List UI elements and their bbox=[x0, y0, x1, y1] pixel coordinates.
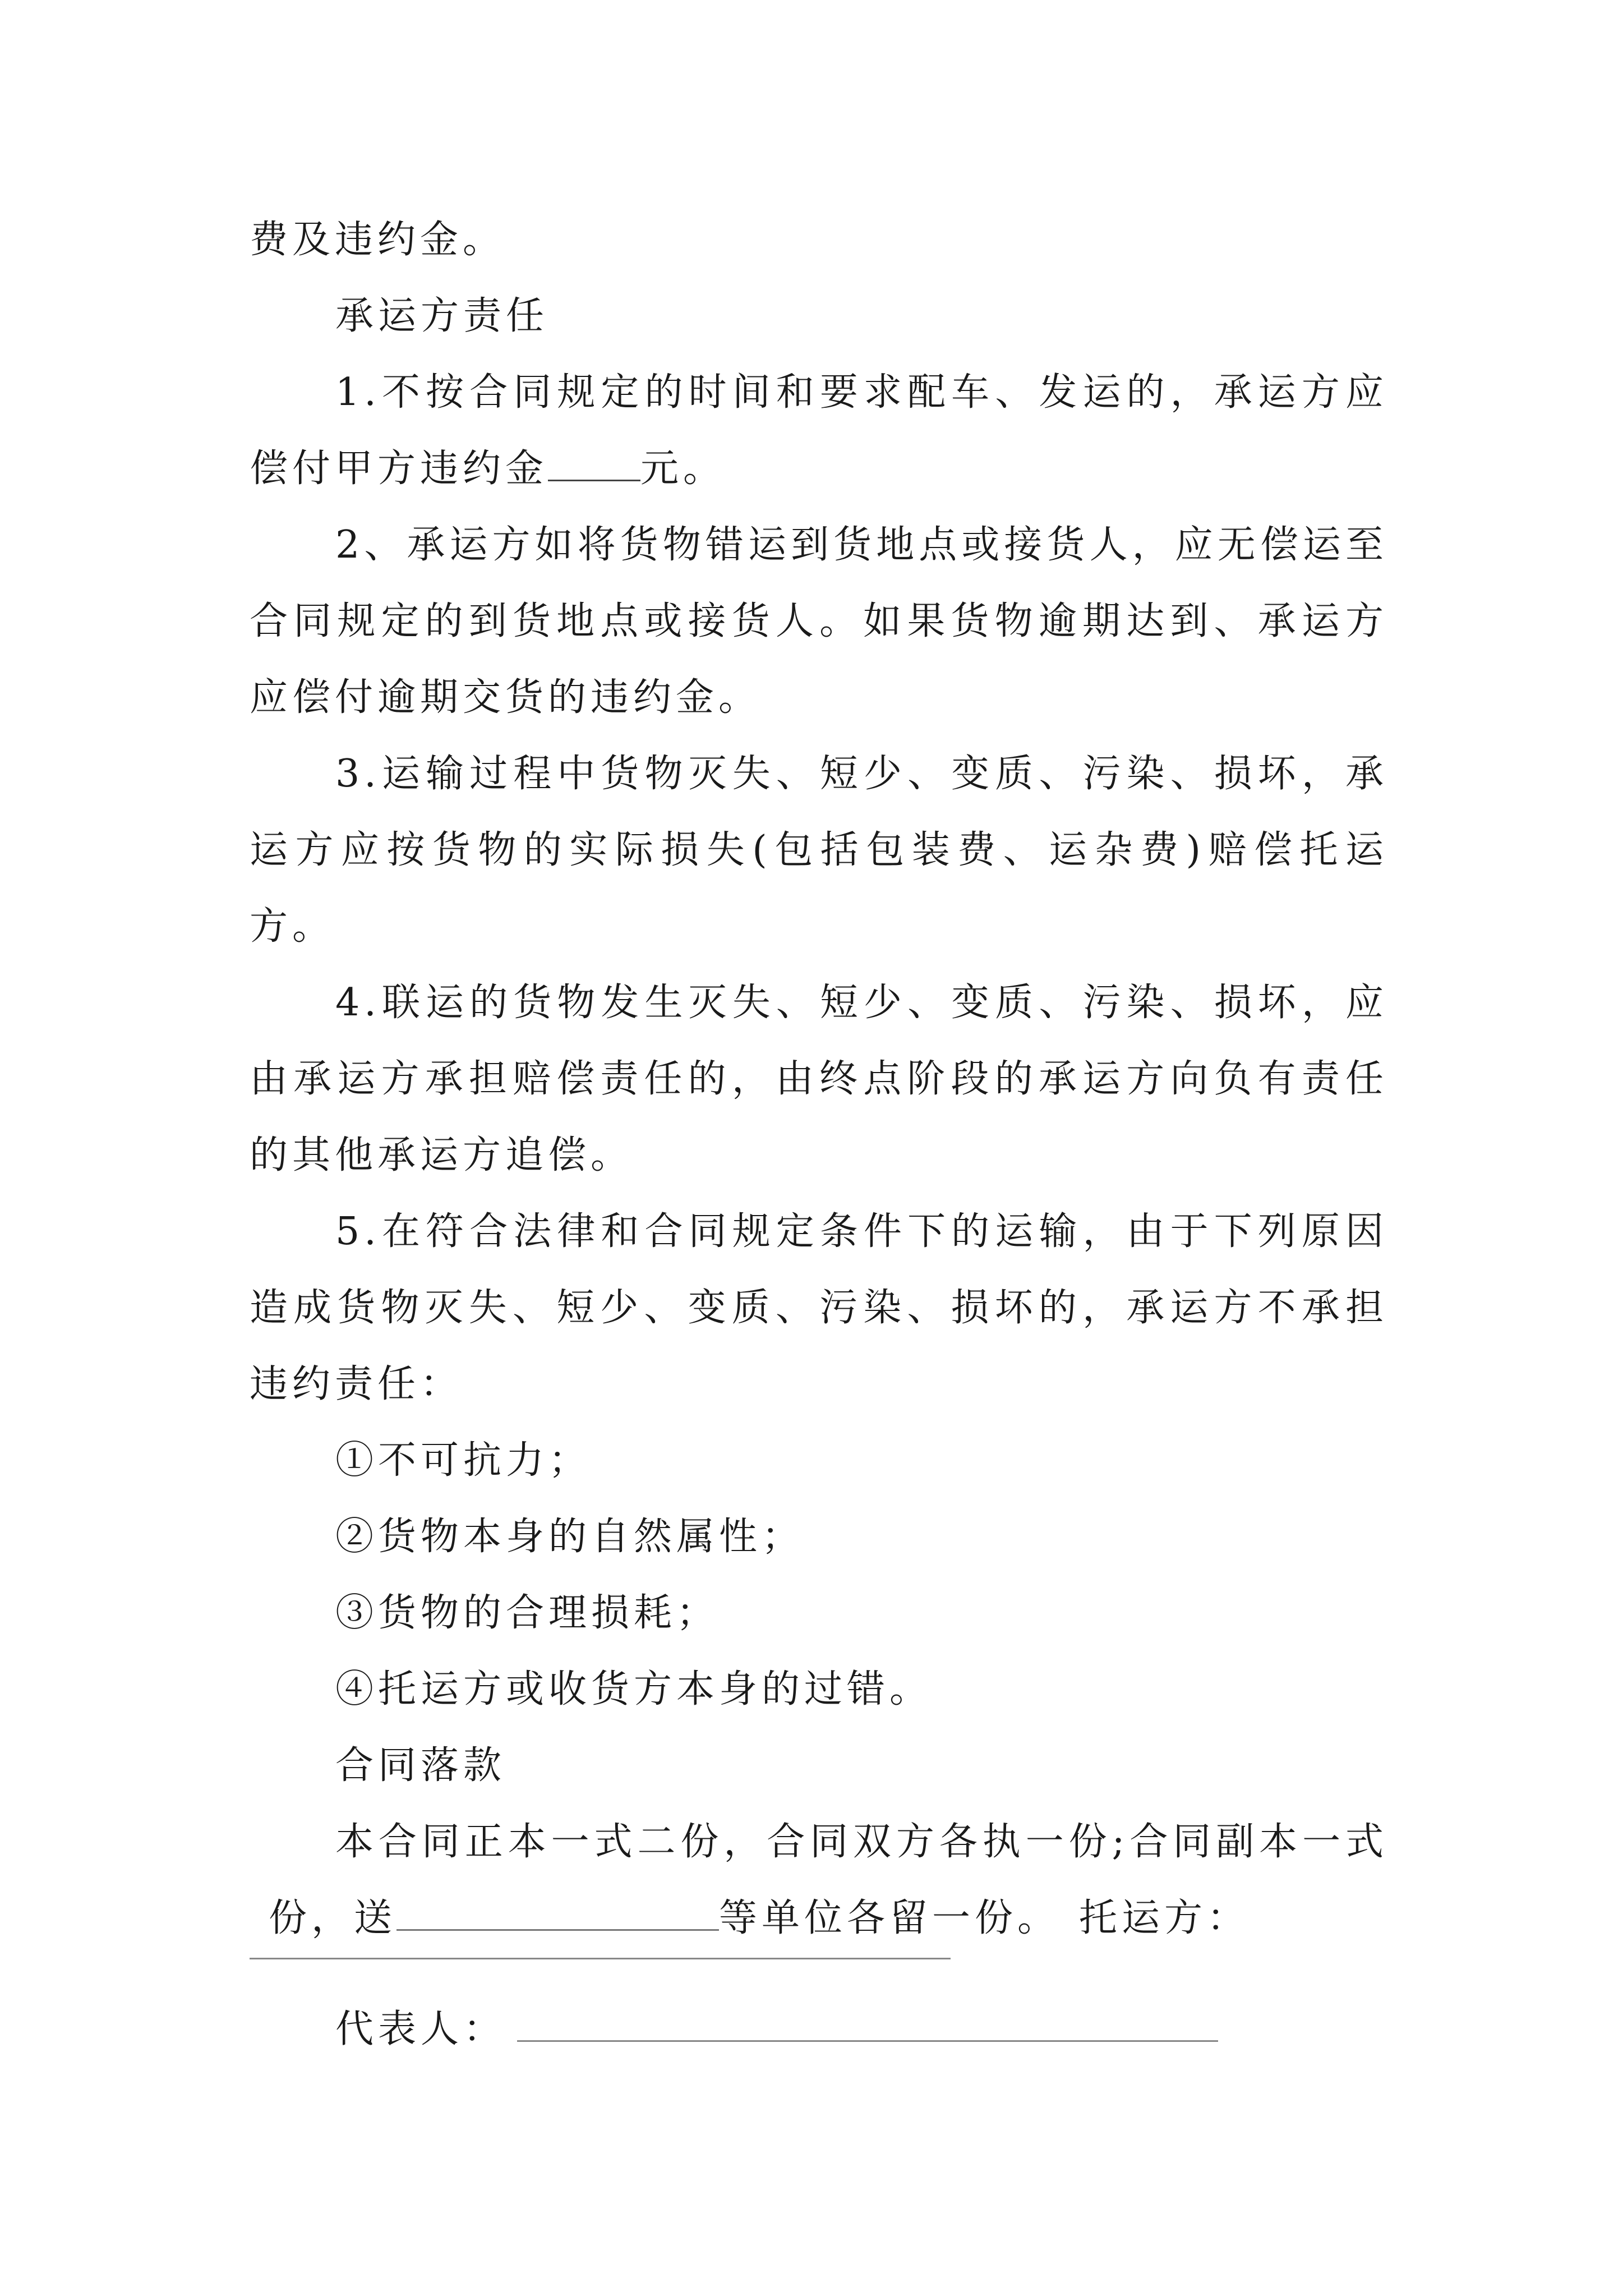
copies-clause-text-2: 份，送 bbox=[269, 1896, 397, 1940]
exemption-item: ③货物的合理损耗； bbox=[335, 1591, 720, 1635]
representative-signature-line bbox=[517, 2007, 1218, 2042]
shipper-signature-line bbox=[250, 1958, 951, 1959]
representative-label: 代表人： bbox=[335, 2007, 506, 2051]
clause-5: 5.在符合法律和合同规定条件下的运输，由于下列原因造成货物灭失、短少、变质、污染、损坏的，承运方不承担违约责任： bbox=[250, 1209, 1388, 1406]
exemption-item: ②货物本身的自然属性； bbox=[335, 1515, 805, 1559]
exemption-item: ④托运方或收货方本身的过错。 bbox=[335, 1667, 933, 1711]
clause-4: 4.联运的货物发生灭失、短少、变质、污染、损坏，应由承运方承担赔偿责任的，由终点阶段的承运方向负有责任的其他承运方追偿。 bbox=[250, 981, 1388, 1177]
recipient-units-blank bbox=[396, 1895, 719, 1931]
paragraph-continuation: 费及违约金。 bbox=[250, 218, 506, 262]
section-heading-signature: 合同落款 bbox=[335, 1743, 506, 1788]
shipper-label: 托运方： bbox=[1079, 1896, 1250, 1940]
copies-clause bbox=[250, 1804, 1388, 1957]
exemption-item: ①不可抗力； bbox=[335, 1438, 592, 1483]
copies-clause-text-3: 等单位各留一份。 bbox=[719, 1896, 1061, 1940]
section-heading-carrier-liability: 承运方责任 bbox=[335, 294, 549, 338]
contract-body bbox=[250, 202, 1388, 1957]
clause-3: 3.运输过程中货物灭失、短少、变质、污染、损坏，承运方应按货物的实际损失(包括包装费、运杂费)赔偿托运方。 bbox=[250, 752, 1388, 949]
representative-row bbox=[335, 1991, 1218, 2068]
copies-clause-text: 本合同正本一式二份，合同双方各执一份;合同副本一式 bbox=[335, 1820, 1388, 1864]
clause-1 bbox=[250, 355, 1388, 507]
clause-1-unit: 元。 bbox=[640, 447, 726, 491]
penalty-amount-blank bbox=[548, 446, 640, 481]
clause-2: 2、承运方如将货物错运到货地点或接货人，应无偿运至合同规定的到货地点或接货人。如果货物逾期达到、承运方应偿付逾期交货的违约金。 bbox=[250, 523, 1388, 720]
clause-1-text: 1.不按合同规定的时间和要求配车、发运的，承运方应偿付甲方违约金 bbox=[250, 370, 1388, 491]
